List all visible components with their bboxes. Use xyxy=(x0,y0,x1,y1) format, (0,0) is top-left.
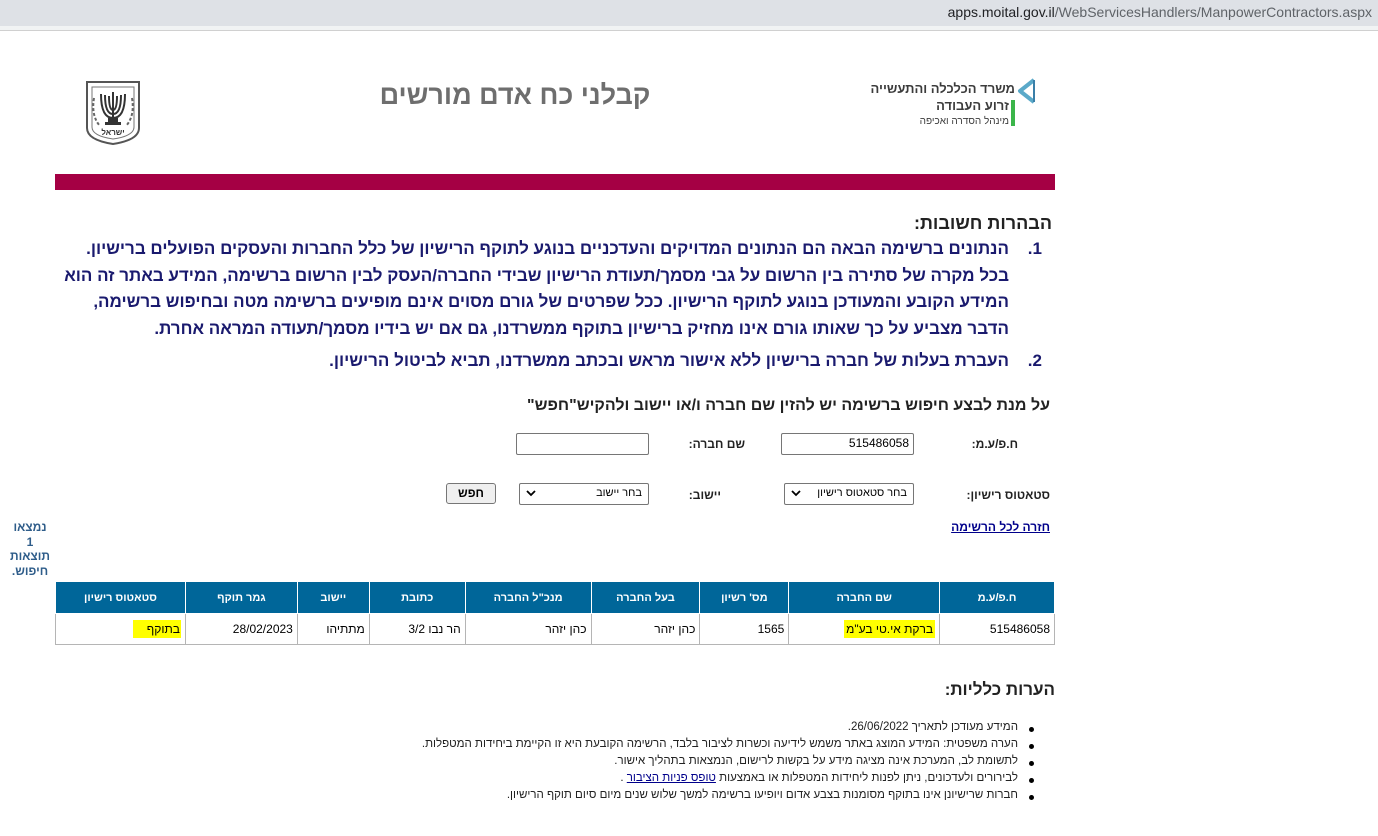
results-count xyxy=(8,520,52,578)
note-text: לתשומת לב, המערכת אינה מציגה מידע על בקשות לרישום, הנמצאות בתהליך אישור. xyxy=(614,755,1018,767)
back-to-full-list-link[interactable]: חזרה לכל הרשימה xyxy=(951,520,1050,534)
column-header-ceo[interactable]: מנכ"ל החברה xyxy=(465,582,591,614)
ministry-logo xyxy=(850,78,1045,134)
column-header-expiry[interactable]: גמר תוקף xyxy=(185,582,297,614)
ministry-accent-bar xyxy=(1011,100,1015,126)
address-bar-divider xyxy=(0,26,1378,31)
results-count-line: נמצאו xyxy=(13,520,47,534)
column-header-settlement[interactable]: יישוב xyxy=(297,582,369,614)
column-header-company-id[interactable]: ח.פ/ע.מ xyxy=(940,582,1055,614)
cell-expiry: 28/02/2023 xyxy=(185,614,297,645)
search-button[interactable]: חפש xyxy=(446,483,496,504)
table-row xyxy=(56,614,1055,645)
browser-address-bar[interactable] xyxy=(0,0,1378,26)
public-inquiry-form-link[interactable]: טופס פניות הציבור xyxy=(626,772,716,784)
url-text[interactable] xyxy=(948,4,1372,20)
notice-number: 1. xyxy=(1027,239,1042,258)
cell-settlement: מתתיהו xyxy=(297,614,369,645)
cell-company-id: 515486058 xyxy=(940,614,1055,645)
cell-license-status xyxy=(56,614,186,645)
chevron-down-icon xyxy=(525,487,537,499)
notice-text: הנתונים ברשימה הבאה הם הנתונים המדויקים והעדכניים בנוגע לתוקף הרישיון של כלל החברות והעסקים הפועלים ברישיון. בכל מקרה של סתירה בין הרשום על גבי מסמך/תעודת הרישיון שבידי החברה/העסק לבין הרשום ברשימה, המידע באתר זה הוא המידע הקובע והמעודכן בנוגע לתוקף הרישיון. ככל שפרטים של גורם מסוים אינם מופיעים ברשימה מטה ובחיפוש ברשימה, הדבר מצביע על כך שאותו גורם אינו מחזיק ברישיון בתוקף ממשרדנו, גם אם יש בידיו מסמך/תעודה המראה אחרת. xyxy=(64,239,1009,338)
notices-list xyxy=(55,236,1045,375)
ministry-branch: זרוע העבודה xyxy=(936,98,1009,113)
notices-title: הבהרות חשובות: xyxy=(914,213,1052,233)
cell-owner: כהן יזהר xyxy=(591,614,700,645)
results-count-line: חיפוש. xyxy=(11,563,49,578)
notes-title: הערות כלליות: xyxy=(944,680,1055,699)
note-item xyxy=(422,772,1038,789)
ministry-triangle-icon xyxy=(1016,78,1038,104)
column-header-address[interactable]: כתובת xyxy=(369,582,465,614)
notice-text: העברת בעלות של חברה ברישיון ללא אישור מראש ובכתב ממשרדנו, תביא לביטול הרישיון. xyxy=(329,351,1009,370)
chevron-down-icon xyxy=(790,487,802,499)
header-banner xyxy=(55,174,1055,190)
cell-address: הר נבו 3/2 xyxy=(369,614,465,645)
results-count-number: 1 xyxy=(26,534,34,549)
note-item xyxy=(422,789,1038,806)
highlighted-status: בתוקף xyxy=(133,620,181,638)
note-text-after: . xyxy=(620,772,627,784)
search-instructions: על מנת לבצע חיפוש ברשימה יש להזין שם חברה ו/או יישוב ולהקיש"חפש" xyxy=(527,397,1050,414)
note-item xyxy=(422,755,1038,772)
cell-license-number: 1565 xyxy=(700,614,789,645)
notes-list xyxy=(422,721,1038,806)
license-status-selected: בחר סטאטוס רישיון xyxy=(817,487,907,499)
notice-item xyxy=(55,236,1045,342)
table-header-row xyxy=(56,582,1055,614)
company-name-input[interactable] xyxy=(516,433,649,455)
notice-number: 2. xyxy=(1027,351,1042,370)
ministry-name: משרד הכלכלה והתעשייה xyxy=(870,81,1015,96)
cell-ceo: כהן יזהר xyxy=(465,614,591,645)
highlighted-company-name: ברקת אי.טי בע"מ xyxy=(846,622,934,636)
settlement-label: יישוב: xyxy=(688,488,721,502)
column-header-owner[interactable]: בעל החברה xyxy=(591,582,700,614)
settlement-select[interactable] xyxy=(519,483,649,505)
note-item xyxy=(422,721,1038,738)
license-status-select[interactable] xyxy=(784,483,914,505)
column-header-company-name[interactable]: שם החברה xyxy=(789,582,940,614)
notice-item xyxy=(55,348,1045,375)
settlement-selected: בחר יישוב xyxy=(596,487,642,499)
column-header-license-number[interactable]: מס' רשיון xyxy=(700,582,789,614)
column-header-license-status[interactable]: סטאטוס רישיון xyxy=(56,582,186,614)
url-path: /WebServicesHandlers/ManpowerContractors.aspx xyxy=(1054,4,1372,20)
note-text: הערה משפטית: המידע המוצג באתר משמש לידיעה וכשרות לציבור בלבד, הרשימה הקובעת היא זו הקיימת ביחידות המטפלות. xyxy=(421,738,1018,750)
company-name-label: שם חברה: xyxy=(688,437,745,451)
results-count-line: תוצאות xyxy=(10,549,50,563)
note-text: לבירורים ולעדכונים, ניתן לפנות ליחידות המטפלות או באמצעות xyxy=(715,772,1018,784)
ministry-division: מינהל הסדרה ואכיפה xyxy=(919,116,1009,127)
results-table xyxy=(55,581,1055,645)
company-id-input[interactable]: 515486058 xyxy=(781,433,914,455)
company-id-label: ח.פ/ע.מ: xyxy=(971,437,1018,451)
note-text: חברות שרישיונן אינו בתוקף מסומנות בצבע אדום ויופיעו ברשימה למשך שלוש שנים מיום סיום תוקף הרישיון. xyxy=(506,789,1018,801)
note-item xyxy=(422,738,1038,755)
page-title: קבלני כח אדם מורשים xyxy=(379,80,651,110)
url-host: apps.moital.gov.il xyxy=(947,4,1055,20)
cell-company-name xyxy=(789,614,940,645)
note-text: המידע מעודכן לתאריך 26/06/2022. xyxy=(847,721,1018,733)
emblem-caption: ישראל xyxy=(101,128,125,137)
license-status-label: סטאטוס רישיון: xyxy=(966,488,1050,502)
